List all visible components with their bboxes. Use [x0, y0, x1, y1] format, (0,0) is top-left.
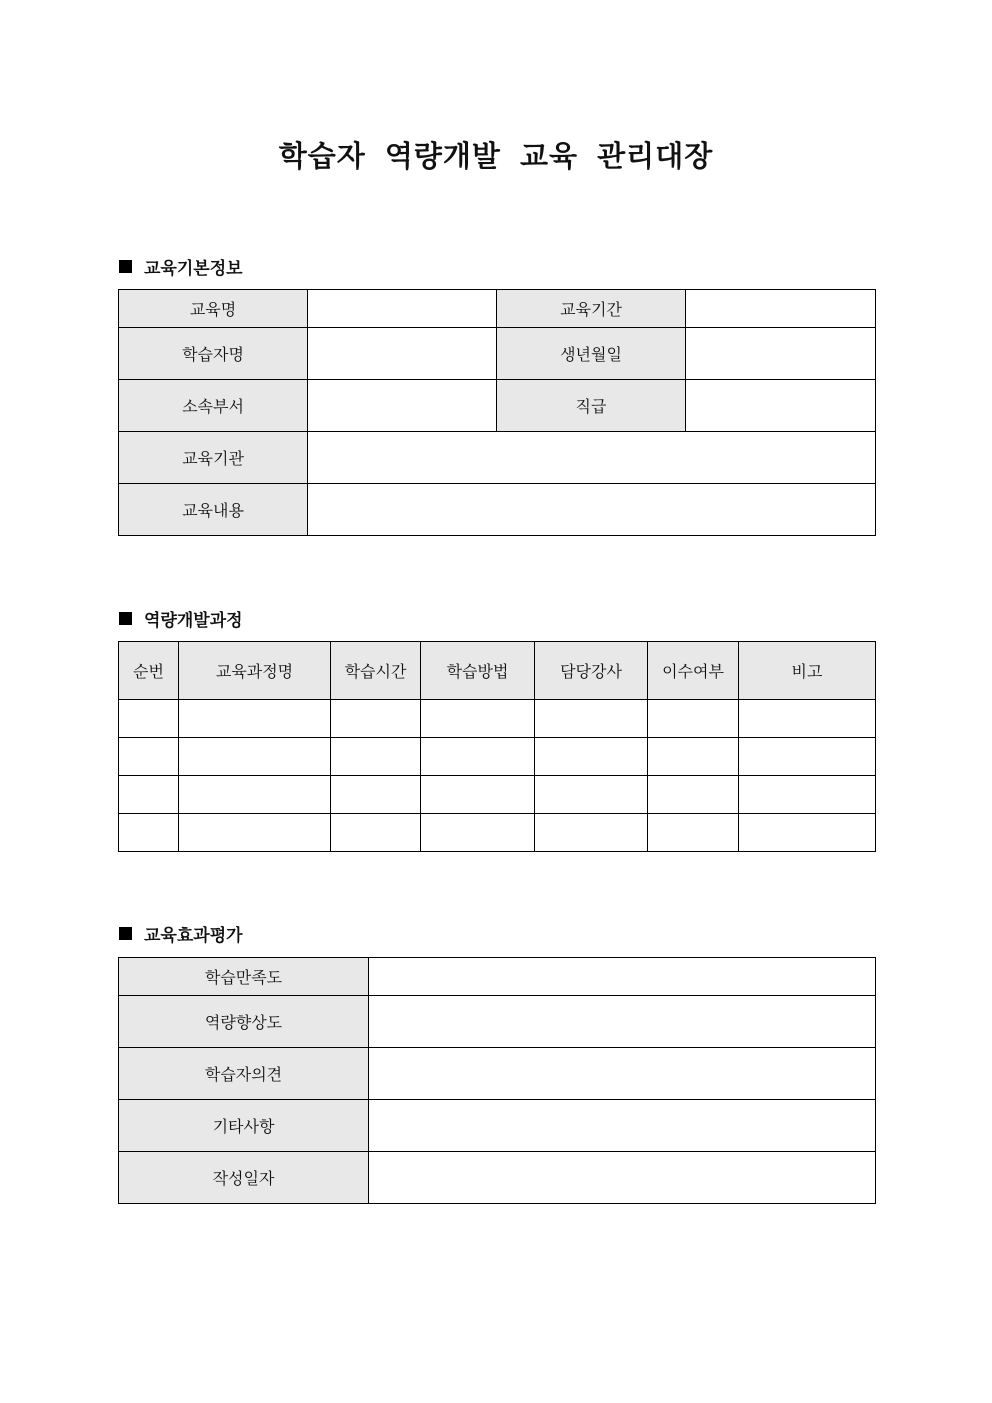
label-institution: 교육기관 [119, 432, 308, 484]
table-row [119, 814, 876, 852]
table-cell[interactable] [119, 776, 179, 814]
table-row [119, 738, 876, 776]
table-cell[interactable] [179, 776, 331, 814]
section-heading-evaluation [119, 921, 243, 946]
table-cell[interactable] [648, 738, 739, 776]
section-title: 교육기본정보 [144, 259, 243, 279]
table-cell[interactable] [648, 776, 739, 814]
column-header: 순번 [119, 642, 179, 700]
label-course-name: 교육명 [119, 290, 308, 328]
table-cell[interactable] [331, 776, 421, 814]
label-written-date: 작성일자 [119, 1152, 369, 1204]
table-cell[interactable] [331, 814, 421, 852]
label-satisfaction: 학습만족도 [119, 958, 369, 996]
table-cell[interactable] [421, 814, 535, 852]
column-header: 학습방법 [421, 642, 535, 700]
table-cell[interactable] [535, 776, 648, 814]
table-cell[interactable] [421, 700, 535, 738]
table-cell[interactable] [648, 814, 739, 852]
column-header: 이수여부 [648, 642, 739, 700]
label-content: 교육내용 [119, 484, 308, 536]
course-name-field[interactable] [308, 290, 497, 328]
evaluation-table [118, 957, 876, 1204]
written-date-field[interactable] [369, 1152, 876, 1204]
square-bullet-icon [119, 260, 132, 273]
label-department: 소속부서 [119, 380, 308, 432]
section-heading-basic-info [119, 254, 243, 279]
table-cell[interactable] [179, 700, 331, 738]
table-cell[interactable] [535, 814, 648, 852]
column-header: 담당강사 [535, 642, 648, 700]
department-field[interactable] [308, 380, 497, 432]
square-bullet-icon [119, 612, 132, 625]
table-cell[interactable] [119, 738, 179, 776]
table-cell[interactable] [179, 814, 331, 852]
table-cell[interactable] [331, 700, 421, 738]
section-title: 역량개발과정 [144, 611, 243, 631]
table-row [119, 700, 876, 738]
learner-name-field[interactable] [308, 328, 497, 380]
competency-improvement-field[interactable] [369, 996, 876, 1048]
label-competency-improvement: 역량향상도 [119, 996, 369, 1048]
column-header: 학습시간 [331, 642, 421, 700]
basic-info-table [118, 289, 876, 536]
birth-date-field[interactable] [686, 328, 876, 380]
label-learner-opinion: 학습자의견 [119, 1048, 369, 1100]
table-cell[interactable] [739, 776, 876, 814]
section-heading-development [119, 606, 243, 631]
other-notes-field[interactable] [369, 1100, 876, 1152]
table-cell[interactable] [119, 700, 179, 738]
table-cell[interactable] [535, 738, 648, 776]
label-other-notes: 기타사항 [119, 1100, 369, 1152]
satisfaction-field[interactable] [369, 958, 876, 996]
period-field[interactable] [686, 290, 876, 328]
table-cell[interactable] [739, 814, 876, 852]
table-cell[interactable] [739, 700, 876, 738]
table-header-row [119, 642, 876, 700]
table-cell[interactable] [331, 738, 421, 776]
position-field[interactable] [686, 380, 876, 432]
square-bullet-icon [119, 927, 132, 940]
learner-opinion-field[interactable] [369, 1048, 876, 1100]
label-learner-name: 학습자명 [119, 328, 308, 380]
institution-field[interactable] [308, 432, 876, 484]
table-cell[interactable] [648, 700, 739, 738]
label-period: 교육기간 [497, 290, 686, 328]
table-cell[interactable] [421, 776, 535, 814]
table-cell[interactable] [119, 814, 179, 852]
development-courses-table [118, 641, 876, 852]
section-title: 교육효과평가 [144, 926, 243, 946]
content-field[interactable] [308, 484, 876, 536]
label-position: 직급 [497, 380, 686, 432]
table-cell[interactable] [535, 700, 648, 738]
table-row [119, 776, 876, 814]
label-birth-date: 생년월일 [497, 328, 686, 380]
column-header: 비고 [739, 642, 876, 700]
column-header: 교육과정명 [179, 642, 331, 700]
document-title: 학습자 역량개발 교육 관리대장 [278, 139, 714, 173]
table-cell[interactable] [421, 738, 535, 776]
table-cell[interactable] [739, 738, 876, 776]
table-cell[interactable] [179, 738, 331, 776]
